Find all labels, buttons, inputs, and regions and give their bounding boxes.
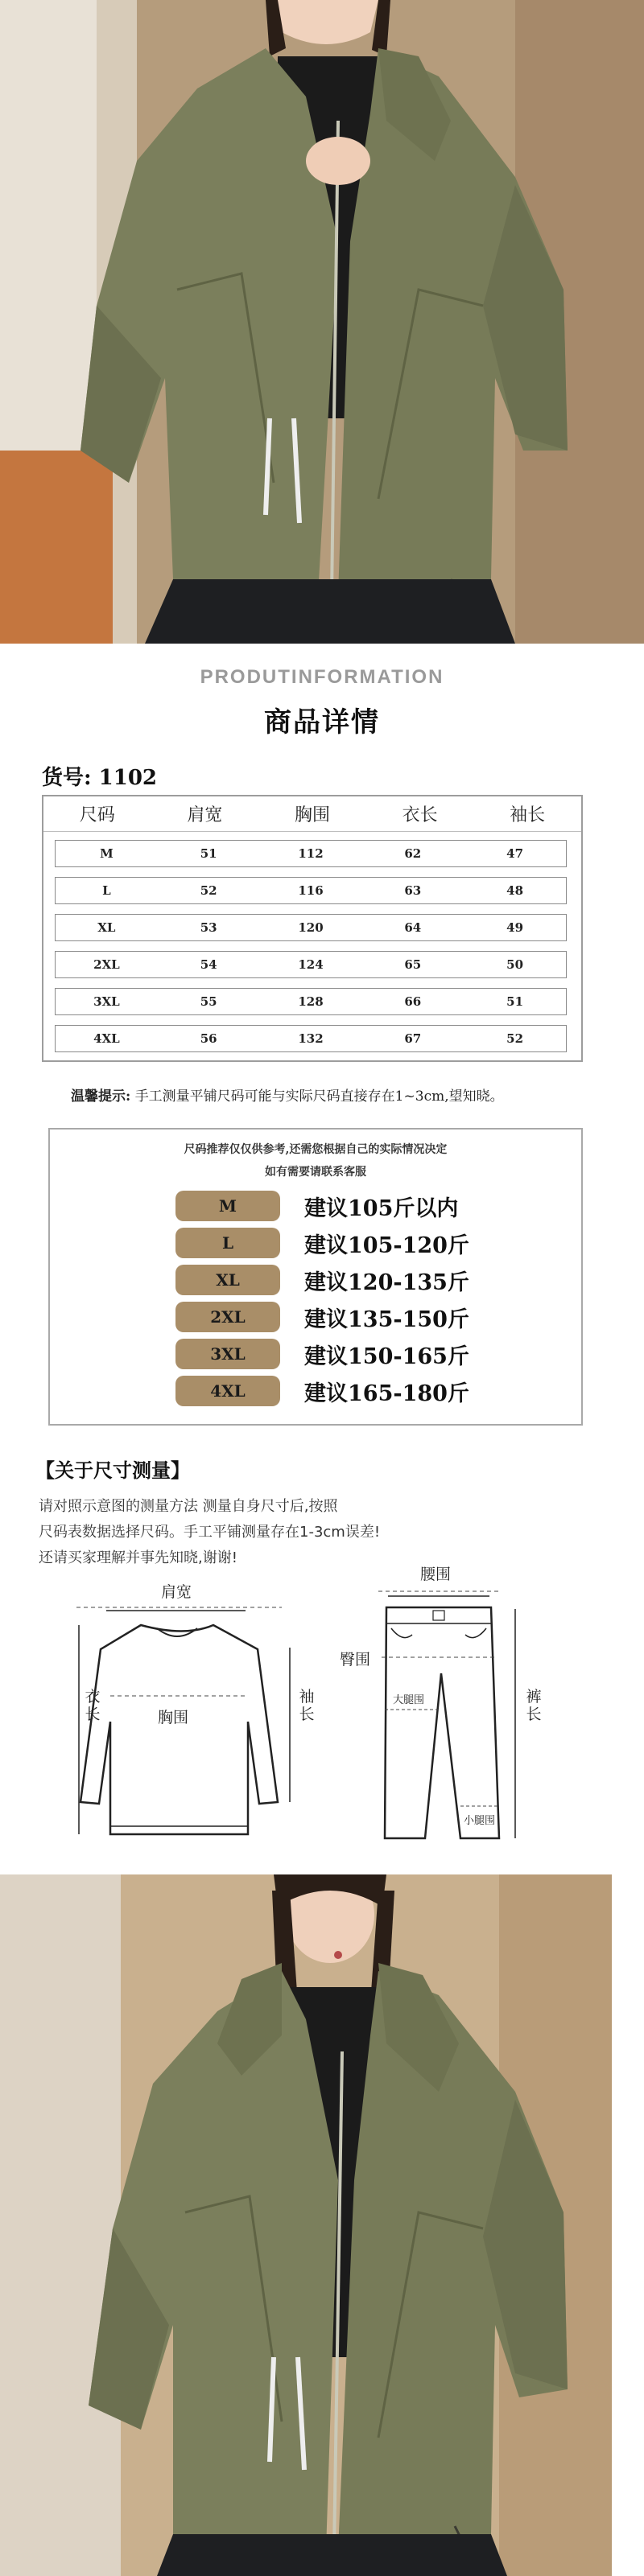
bottom-product-photo [0, 1874, 644, 2576]
cell: 120 [298, 920, 324, 935]
cell: 116 [298, 883, 324, 898]
cell: 54 [200, 957, 217, 972]
cell: 67 [404, 1031, 422, 1046]
measurement-line: 还请买家理解并事先知晓,谢谢! [39, 1549, 237, 1566]
cell: XL [97, 920, 116, 935]
cell: L [102, 883, 111, 898]
table-row [55, 951, 567, 978]
label-hip: 臀围 [340, 1651, 371, 1669]
label-calf: 小腿围 [464, 1815, 496, 1827]
measurement-line: 请对照示意图的测量方法 测量自身尺寸后,按照 [39, 1498, 338, 1515]
weight-range: 建议135-150斤 [304, 1307, 469, 1332]
cell: 63 [404, 883, 422, 898]
cell: 52 [506, 1031, 524, 1046]
measurement-diagram [0, 1561, 644, 1866]
header-length: 衣长 [402, 805, 438, 825]
header-sleeve: 袖长 [510, 805, 546, 825]
tip-label: 温馨提示: [71, 1088, 131, 1105]
recommendation-note: 尺码推荐仅仅供参考,还需您根据自己的实际情况决定 [184, 1143, 448, 1156]
section-title-cn: 商品详情 [264, 706, 380, 739]
model-jacket-image [0, 0, 644, 644]
cell: 55 [200, 994, 217, 1009]
measurement-title: 【关于尺寸测量】 [35, 1459, 190, 1482]
cell: 51 [506, 994, 524, 1009]
size-pill: M [175, 1191, 280, 1221]
recommendation-row [175, 1376, 469, 1406]
label-length: 衣长 [85, 1688, 101, 1723]
weight-range: 建议165-180斤 [304, 1381, 469, 1406]
header-size: 尺码 [79, 805, 115, 825]
weight-range: 建议150-165斤 [304, 1344, 469, 1369]
sku-number: 货号: 1102 [42, 766, 158, 790]
top-product-photo [0, 0, 644, 644]
weight-range: 建议105-120斤 [304, 1232, 469, 1258]
cell: 47 [506, 846, 524, 861]
label-thigh: 大腿围 [393, 1694, 425, 1706]
size-pill: 2XL [175, 1302, 280, 1332]
label-waist: 腰围 [420, 1566, 452, 1583]
label-sleeve: 袖长 [299, 1688, 315, 1723]
size-recommendation-box [48, 1128, 583, 1426]
size-pill: XL [175, 1265, 280, 1295]
tip-text: 手工测量平铺尺码可能与实际尺码直接存在1~3cm,望知晓。 [134, 1088, 504, 1105]
cell: 62 [404, 846, 422, 861]
size-table [42, 795, 583, 1062]
table-row [55, 988, 567, 1015]
label-pants-length: 裤长 [526, 1688, 542, 1723]
cell: 64 [404, 920, 422, 935]
size-pill: L [175, 1228, 280, 1258]
cell: 124 [298, 957, 324, 972]
size-table-header [43, 796, 581, 832]
cell: 52 [200, 883, 217, 898]
product-info-header [0, 644, 644, 756]
table-row [55, 1025, 567, 1052]
cell: 48 [506, 883, 524, 898]
contact-service-note: 如有需要请联系客服 [265, 1166, 366, 1179]
measurement-tip [71, 1084, 504, 1105]
cell: 53 [200, 920, 217, 935]
section-title-en: PRODUTINFORMATION [200, 666, 444, 688]
cell: 3XL [93, 994, 120, 1009]
table-row [55, 877, 567, 904]
model-jacket-image-2 [0, 1874, 644, 2576]
size-pill: 3XL [175, 1339, 280, 1369]
recommendation-row [175, 1339, 469, 1369]
recommendation-row [175, 1191, 458, 1221]
cell: 132 [298, 1031, 324, 1046]
table-row [55, 840, 567, 867]
recommendation-row [175, 1265, 469, 1295]
label-chest: 胸围 [158, 1709, 189, 1726]
table-row [55, 914, 567, 941]
cell: 51 [200, 846, 217, 861]
recommendation-row [175, 1228, 469, 1258]
measurement-line: 尺码表数据选择尺码。手工平铺测量存在1-3cm误差! [39, 1524, 381, 1541]
cell: 50 [506, 957, 524, 972]
header-chest: 胸围 [294, 805, 330, 825]
cell: 56 [200, 1031, 217, 1046]
cell: 49 [506, 920, 524, 935]
size-pill: 4XL [175, 1376, 280, 1406]
label-shoulder: 肩宽 [161, 1583, 192, 1601]
cell: 66 [404, 994, 422, 1009]
recommendation-row [175, 1302, 469, 1332]
weight-range: 建议120-135斤 [304, 1269, 469, 1295]
cell: 112 [298, 846, 324, 861]
cell: 128 [298, 994, 324, 1009]
weight-range: 建议105斤以内 [304, 1195, 459, 1221]
header-shoulder: 肩宽 [187, 805, 223, 825]
cell: 2XL [93, 957, 120, 972]
cell: M [100, 846, 114, 861]
cell: 65 [404, 957, 422, 972]
cell: 4XL [93, 1031, 120, 1046]
